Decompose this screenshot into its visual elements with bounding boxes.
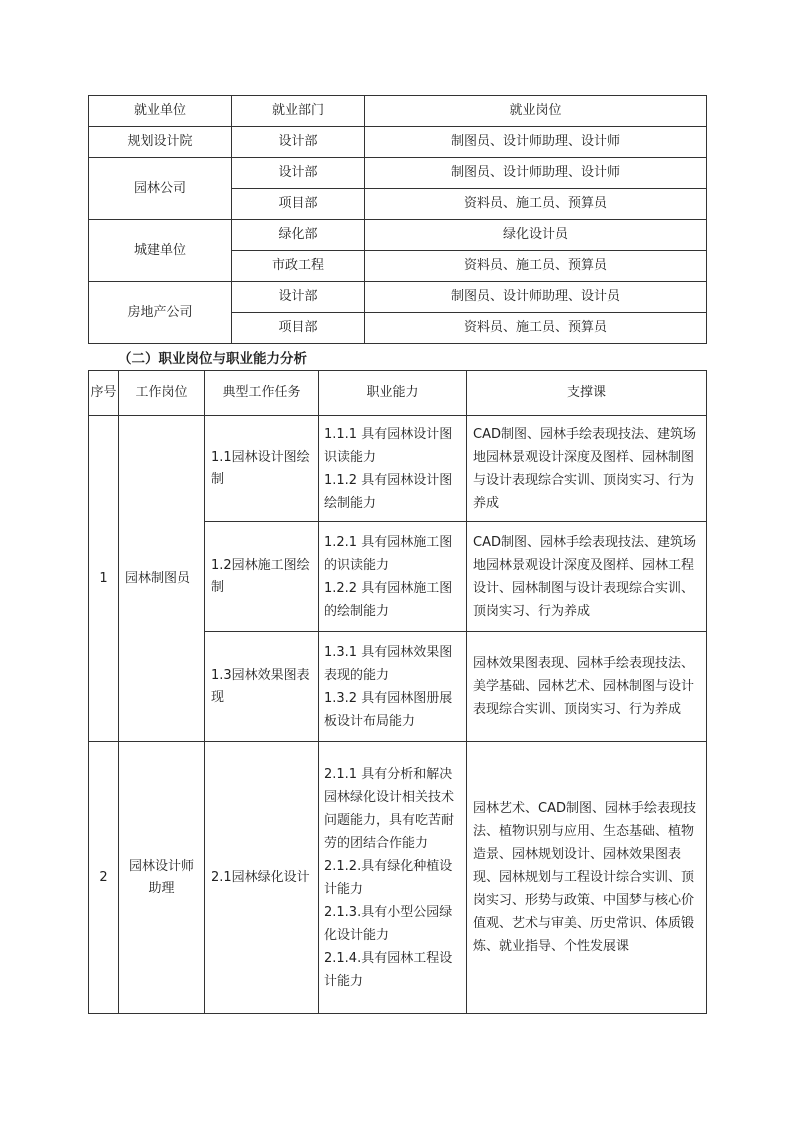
header-ability: 职业能力 [319, 371, 467, 416]
header-seq: 序号 [89, 371, 119, 416]
ability-item: 2.1.3.具有小型公园绿化设计能力 [324, 904, 453, 943]
post-cell: 制图员、设计师助理、设计员 [365, 282, 707, 313]
header-task: 典型工作任务 [205, 371, 319, 416]
seq-cell: 2 [89, 742, 119, 1014]
header-post: 就业岗位 [365, 96, 707, 127]
post-cell: 园林制图员 [119, 416, 205, 742]
ability-item: 1.2.2 具有园林施工图的绘制能力 [324, 580, 453, 619]
ability-cell [319, 416, 467, 522]
course-cell: CAD制图、园林手绘表现技法、建筑场地园林景观设计深度及图样、园林工程设计、园林制图与设计表现综合实训、顶岗实习、行为养成 [467, 522, 707, 632]
table-row [89, 220, 707, 251]
ability-item: 2.1.2.具有绿化种植设计能力 [324, 858, 453, 897]
job-ability-table [88, 370, 707, 1014]
post-cell: 资料员、施工员、预算员 [365, 313, 707, 344]
ability-item: 1.3.2 具有园林图册展板设计布局能力 [324, 690, 453, 729]
dept-cell: 市政工程 [232, 251, 365, 282]
table-header-row [89, 371, 707, 416]
dept-cell: 设计部 [232, 282, 365, 313]
ability-item: 1.1.2 具有园林设计图绘制能力 [324, 472, 453, 511]
dept-cell: 绿化部 [232, 220, 365, 251]
dept-cell: 项目部 [232, 313, 365, 344]
section-title: （二）职业岗位与职业能力分析 [118, 351, 307, 367]
dept-cell: 设计部 [232, 127, 365, 158]
ability-cell [319, 742, 467, 1014]
post-cell: 资料员、施工员、预算员 [365, 189, 707, 220]
table-row [89, 742, 707, 1014]
post-cell: 制图员、设计师助理、设计师 [365, 158, 707, 189]
header-unit: 就业单位 [89, 96, 232, 127]
unit-cell: 城建单位 [89, 220, 232, 282]
task-cell: 1.1园林设计图绘制 [205, 416, 319, 522]
table-row [89, 158, 707, 189]
course-cell: 园林艺术、CAD制图、园林手绘表现技法、植物识别与应用、生态基础、植物造景、园林规划设计、园林效果图表现、园林规划与工程设计综合实训、顶岗实习、形势与政策、中国梦与核心价值观、艺术与审美、历史常识、体质锻炼、就业指导、个性发展课 [467, 742, 707, 1014]
task-cell: 1.2园林施工图绘制 [205, 522, 319, 632]
header-dept: 就业部门 [232, 96, 365, 127]
ability-item: 2.1.1 具有分析和解决园林绿化设计相关技术问题能力，具有吃苦耐劳的团结合作能力 [324, 766, 455, 851]
dept-cell: 项目部 [232, 189, 365, 220]
table-row [89, 127, 707, 158]
unit-cell: 园林公司 [89, 158, 232, 220]
unit-cell: 规划设计院 [89, 127, 232, 158]
ability-item: 1.3.1 具有园林效果图表现的能力 [324, 644, 453, 683]
ability-cell [319, 632, 467, 742]
task-cell: 2.1园林绿化设计 [205, 742, 319, 1014]
dept-cell: 设计部 [232, 158, 365, 189]
employment-table [88, 95, 707, 344]
ability-item: 1.2.1 具有园林施工图的识读能力 [324, 534, 453, 573]
table-row [89, 282, 707, 313]
header-course: 支撑课 [467, 371, 707, 416]
unit-cell: 房地产公司 [89, 282, 232, 344]
table-row [89, 416, 707, 522]
post-cell: 绿化设计员 [365, 220, 707, 251]
course-cell: CAD制图、园林手绘表现技法、建筑场地园林景观设计深度及图样、园林制图与设计表现综合实训、顶岗实习、行为养成 [467, 416, 707, 522]
seq-cell: 1 [89, 416, 119, 742]
ability-cell [319, 522, 467, 632]
header-post: 工作岗位 [119, 371, 205, 416]
post-cell: 资料员、施工员、预算员 [365, 251, 707, 282]
table-header-row [89, 96, 707, 127]
task-cell: 1.3园林效果图表现 [205, 632, 319, 742]
ability-item: 2.1.4.具有园林工程设计能力 [324, 950, 453, 989]
course-cell: 园林效果图表现、园林手绘表现技法、美学基础、园林艺术、园林制图与设计表现综合实训、顶岗实习、行为养成 [467, 632, 707, 742]
post-cell: 制图员、设计师助理、设计师 [365, 127, 707, 158]
post-cell: 园林设计师助理 [119, 742, 205, 1014]
ability-item: 1.1.1 具有园林设计图识读能力 [324, 426, 453, 465]
